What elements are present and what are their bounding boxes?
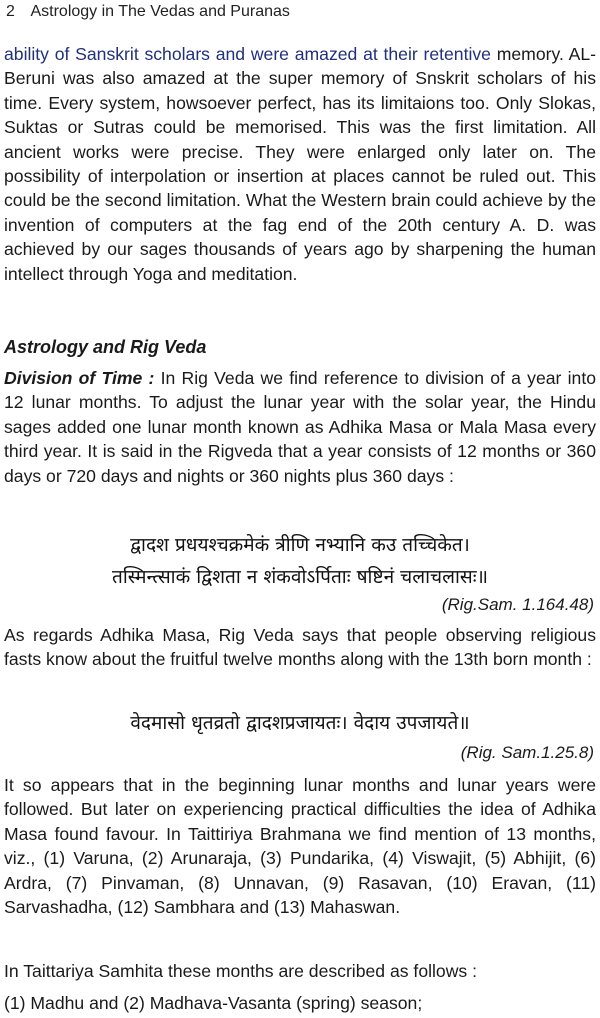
verse2-line1: वेदमासो धृतव्रतो द्वादशप्रजायतः। वेदाय उपजायते॥ — [130, 712, 470, 734]
adhika-text: As regards Adhika Masa, Rig Veda says that people observing religious fasts know about the fruitful twelve months along with the 13th born month : — [4, 625, 596, 670]
months-paragraph — [4, 773, 596, 919]
verse1-citation: (Rig.Sam. 1.164.48) — [441, 595, 594, 614]
division-run-in: Division of Time : — [4, 368, 155, 388]
verse2-citation: (Rig. Sam.1.25.8) — [460, 743, 594, 762]
page-number: 2 — [6, 3, 15, 20]
division-text: In Rig Veda we find reference to division of a year into 12 lunar months. To adjust the lunar year with the solar year, the Hindu sages added one lunar month known as Adhika Masa or Mala Masa every third year. It is said in the Rigveda that a year consists of 12 months or 360 days or 720 days and nights or 360 nights plus 360 days : — [4, 368, 596, 486]
last-line-text: (1) Madhu and (2) Madhava-Vasanta (spring) season; — [4, 993, 423, 1013]
verse1-line1: द्वादश प्रधयश्चक्रमेकं त्रीणि नभ्यानि कउ तच्चिकेत। — [130, 534, 470, 556]
adhika-paragraph — [4, 623, 596, 672]
intro-paragraph — [4, 42, 596, 286]
intro-first-line: ability of Sanskrit scholars and were amazed at their retentive — [4, 44, 491, 64]
running-head — [6, 2, 290, 22]
division-paragraph — [4, 366, 596, 488]
months-text: It so appears that in the beginning lunar months and lunar years were followed. But later on experiencing practical difficulties the idea of Adhika Masa found favour. In Taittiriya Brahmana we find mention of 13 months, viz., (1) Varuna, (2) Arunaraja, (3) Pundarika, (4) Viswajit, (5) Abhijit, (6) Ardra, (7) Pinvaman, (8) Unnavan, (9) Rasavan, (10) Eravan, (11) Sarvashadha, (12) Sambhara and (13) Mahaswan. — [4, 775, 596, 918]
verse1-line2: तस्मिन्त्साकं द्विशता न शंकवोऽर्पिताः षष्टिनं चलाचलासः॥ — [112, 566, 488, 588]
running-title: Astrology in The Vedas and Puranas — [30, 3, 290, 20]
section-heading: Astrology and Rig Veda — [4, 337, 207, 357]
samhita-paragraph — [4, 959, 596, 983]
samhita-text: In Taittariya Samhita these months are described as follows : — [4, 961, 477, 981]
last-line — [4, 991, 596, 1015]
intro-text: memory. AL-Beruni was also amazed at the super memory of Snskrit scholars of his time. Every system, howsoever perfect, has its limitaions too. Only Slokas, Suktas or Sutras could be memorised. This was the first limitation. All ancient works were precise. They were enlarged only later on. The possibility of interpolation or insertion at places cannot be ruled out. This could be the second limitation. What the Western brain could achieve by the invention of computers at the fag end of the 20th century A. D. was achieved by our sages thousands of years ago by sharpening the human intellect through Yoga and meditation. — [4, 44, 596, 284]
